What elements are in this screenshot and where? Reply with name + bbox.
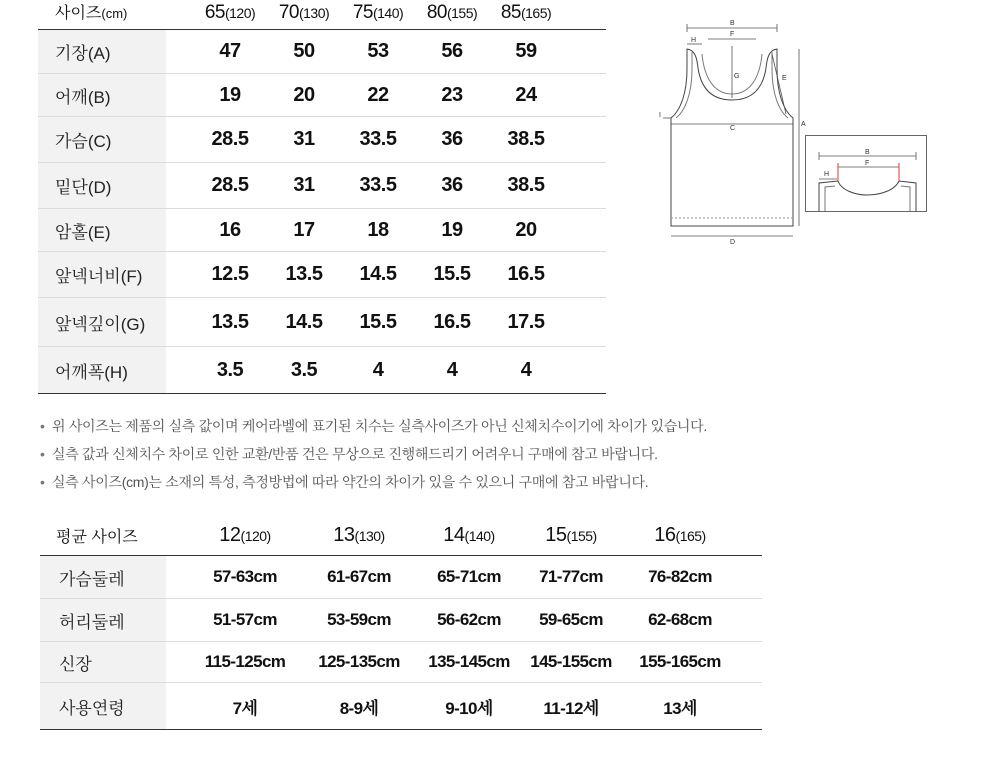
- table-cell: 15.5: [433, 263, 471, 285]
- table-row: [38, 117, 606, 163]
- table-cell: 38.5: [507, 174, 545, 196]
- note-item: • 실측 값과 신체치수 차이로 인한 교환/반품 건은 무상으로 진행해드리기 어려우니 구매에 참고 바랍니다.: [40, 442, 707, 470]
- row-label: 가슴둘레: [40, 556, 166, 598]
- dimension-label-e: E: [782, 75, 787, 82]
- note-item: • 위 사이즈는 제품의 실측 값이며 케어라벨에 표기된 치수는 실측사이즈가 아닌 신체치수이기에 차이가 있습니다.: [40, 414, 707, 442]
- table-cell: 76-82cm: [648, 567, 712, 586]
- table-cell: 7세: [232, 698, 258, 718]
- table-row: [38, 30, 606, 74]
- table-row: [38, 163, 606, 209]
- table-cell: 36: [441, 128, 463, 150]
- row-label: 어깨(B): [38, 74, 166, 116]
- table-cell: 125-135cm: [318, 652, 400, 671]
- table-cell: 3.5: [216, 358, 244, 381]
- row-label: 사용연령: [40, 683, 166, 729]
- size-column-header: 13(130): [333, 524, 385, 546]
- table-cell: 16: [219, 218, 241, 241]
- size-column-header: 15(155): [545, 524, 597, 546]
- table-cell: 51-57cm: [213, 610, 277, 629]
- table-cell: 62-68cm: [648, 610, 712, 629]
- table-cell: 65-71cm: [437, 567, 501, 586]
- row-label: 앞넥너비(F): [38, 252, 166, 297]
- table-cell: 8-9세: [339, 698, 379, 718]
- size-table: [38, 0, 606, 394]
- table-cell: 11-12세: [543, 698, 599, 718]
- size-column-header: 75(140): [352, 2, 404, 23]
- table-row: [40, 599, 762, 642]
- table-cell: 53-59cm: [327, 610, 391, 629]
- table-cell: 16.5: [507, 263, 545, 285]
- neck-detail-diagram: [805, 135, 927, 213]
- table-cell: 3.5: [290, 358, 318, 381]
- table-cell: 47: [219, 40, 241, 62]
- table-cell: 61-67cm: [327, 567, 391, 586]
- row-label: 허리둘레: [40, 599, 166, 641]
- table-cell: 20: [515, 218, 537, 241]
- table-cell: 31: [293, 128, 315, 150]
- table-cell: 38.5: [507, 128, 545, 150]
- table-row: [38, 209, 606, 252]
- table-cell: 53: [367, 40, 389, 62]
- row-label: 가슴(C): [38, 117, 166, 162]
- detail-label-h: H: [824, 171, 830, 178]
- table-row: [38, 347, 606, 394]
- average-header-label: 평균 사이즈: [56, 529, 138, 546]
- average-table-header: [40, 518, 762, 556]
- row-label: 어깨폭(H): [38, 347, 166, 393]
- bullet-icon: •: [40, 474, 45, 490]
- row-label: 앞넥깊이(G): [38, 298, 166, 346]
- dimension-label-c: C: [730, 125, 736, 132]
- table-cell: 17.5: [507, 310, 545, 333]
- table-cell: 4: [446, 358, 458, 381]
- table-row: [40, 642, 762, 683]
- size-header-label: 사이즈(cm): [55, 5, 128, 22]
- row-label: 암홀(E): [38, 209, 166, 251]
- table-cell: 56-62cm: [437, 610, 501, 629]
- table-cell: 14.5: [359, 263, 397, 285]
- table-cell: 59-65cm: [539, 610, 603, 629]
- row-label: 기장(A): [38, 30, 166, 73]
- table-cell: 115-125cm: [204, 652, 286, 671]
- dimension-label-f: F: [730, 31, 735, 38]
- bullet-icon: •: [40, 446, 45, 462]
- tank-top-measurement-diagram: [655, 14, 815, 250]
- table-cell: 145-155cm: [530, 652, 612, 671]
- detail-label-b: B: [865, 149, 870, 156]
- dimension-label-b: B: [730, 20, 735, 27]
- table-cell: 14.5: [285, 310, 323, 333]
- table-cell: 28.5: [211, 174, 249, 196]
- dimension-label-a: A: [801, 121, 806, 128]
- table-row: [38, 74, 606, 117]
- size-column-header: 16(165): [654, 524, 706, 546]
- table-cell: 20: [293, 83, 315, 106]
- size-column-header: 80(155): [426, 2, 478, 23]
- table-cell: 36: [441, 174, 463, 196]
- size-column-header: 12(120): [219, 524, 271, 546]
- table-cell: 9-10세: [445, 698, 493, 718]
- dimension-label-g: G: [734, 73, 740, 80]
- table-cell: 135-145cm: [428, 652, 510, 671]
- size-table-header: [38, 0, 606, 30]
- table-cell: 4: [372, 358, 384, 381]
- table-cell: 19: [441, 218, 463, 241]
- table-row: [38, 298, 606, 347]
- table-cell: 13세: [663, 698, 697, 718]
- table-cell: 12.5: [211, 263, 249, 285]
- table-cell: 71-77cm: [539, 567, 603, 586]
- dimension-label-h: H: [691, 37, 697, 44]
- size-notes: [40, 414, 707, 498]
- table-cell: 33.5: [359, 174, 397, 196]
- table-cell: 13.5: [285, 263, 323, 285]
- table-cell: 50: [293, 40, 315, 62]
- table-cell: 56: [441, 40, 463, 62]
- size-column-header: 14(140): [443, 524, 495, 546]
- table-cell: 16.5: [433, 310, 471, 333]
- table-cell: 22: [367, 83, 389, 106]
- bullet-icon: •: [40, 418, 45, 434]
- average-size-table: [40, 518, 762, 730]
- size-column-header: 70(130): [278, 2, 330, 23]
- table-cell: 28.5: [211, 128, 249, 150]
- table-cell: 13.5: [211, 310, 249, 333]
- detail-label-f: F: [865, 160, 870, 167]
- table-row: [40, 556, 762, 599]
- note-item: • 실측 사이즈(cm)는 소재의 특성, 측정방법에 따라 약간의 차이가 있을 수 있으니 구매에 참고 바랍니다.: [40, 470, 707, 498]
- row-label: 밑단(D): [38, 163, 166, 208]
- table-cell: 18: [367, 218, 389, 241]
- table-cell: 24: [515, 83, 537, 106]
- table-row: [40, 683, 762, 730]
- dimension-label-d: D: [730, 239, 736, 246]
- table-cell: 15.5: [359, 310, 397, 333]
- row-label: 신장: [40, 642, 166, 682]
- table-cell: 23: [441, 83, 463, 106]
- table-cell: 19: [219, 83, 241, 106]
- table-cell: 31: [293, 174, 315, 196]
- table-cell: 17: [293, 218, 315, 241]
- table-cell: 4: [520, 358, 532, 381]
- size-column-header: 65(120): [204, 2, 256, 23]
- table-cell: 155-165cm: [639, 652, 721, 671]
- table-cell: 57-63cm: [213, 567, 277, 586]
- table-row: [38, 252, 606, 298]
- size-column-header: 85(165): [500, 2, 552, 23]
- table-cell: 33.5: [359, 128, 397, 150]
- table-cell: 59: [515, 40, 537, 62]
- dimension-label-i: I: [659, 112, 661, 119]
